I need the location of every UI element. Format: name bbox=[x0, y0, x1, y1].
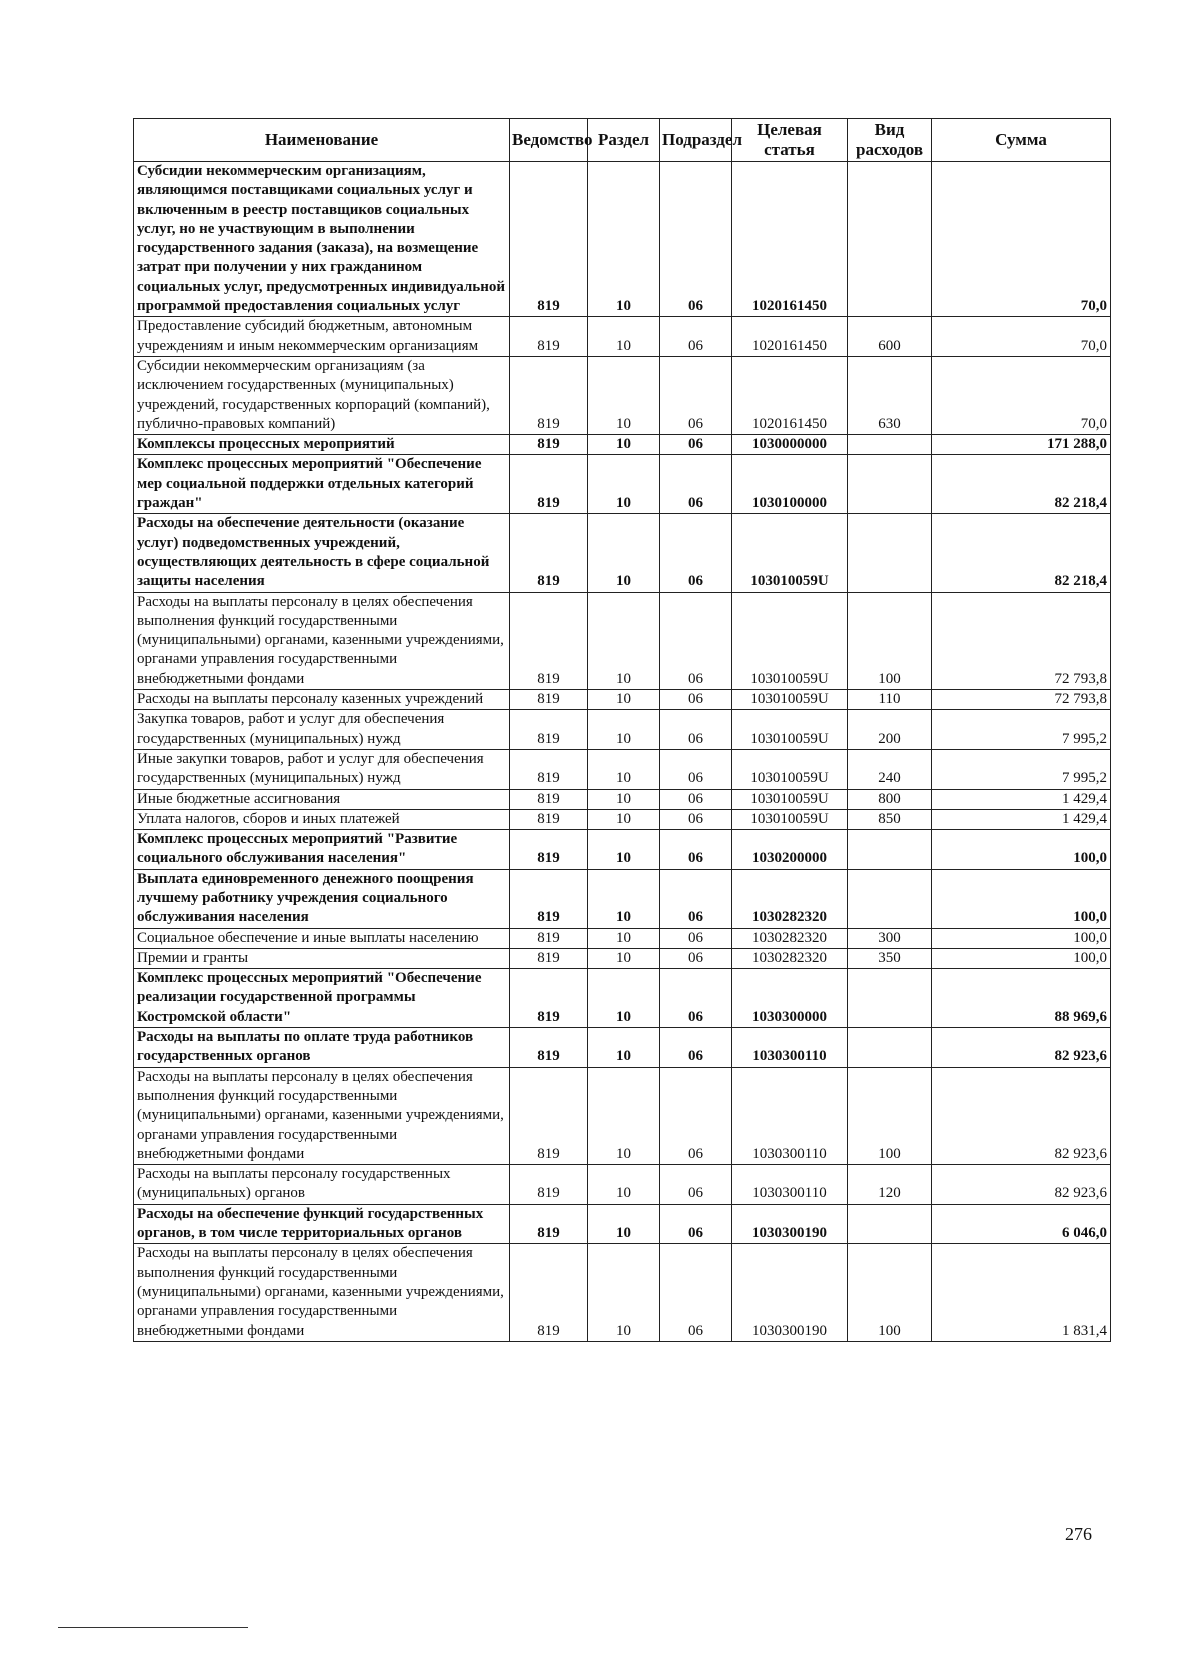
cell-subsection: 06 bbox=[660, 162, 732, 317]
cell-ministry: 819 bbox=[510, 789, 588, 809]
cell-subsection: 06 bbox=[660, 948, 732, 968]
table-row bbox=[134, 789, 1111, 809]
cell-name: Премии и гранты bbox=[134, 948, 510, 968]
cell-name: Социальное обеспечение и иные выплаты населению bbox=[134, 928, 510, 948]
cell-amount: 72 793,8 bbox=[932, 690, 1111, 710]
cell-subsection: 06 bbox=[660, 455, 732, 514]
cell-subsection: 06 bbox=[660, 1204, 732, 1244]
cell-ministry: 819 bbox=[510, 162, 588, 317]
cell-amount: 82 923,6 bbox=[932, 1067, 1111, 1164]
cell-section: 10 bbox=[588, 690, 660, 710]
cell-ministry: 819 bbox=[510, 969, 588, 1028]
cell-section: 10 bbox=[588, 514, 660, 592]
cell-name: Комплекс процессных мероприятий "Обеспечение реализации государственной программы Костромской области" bbox=[134, 969, 510, 1028]
cell-target: 1030282320 bbox=[732, 869, 848, 928]
cell-expense-type: 350 bbox=[848, 948, 932, 968]
cell-section: 10 bbox=[588, 1165, 660, 1205]
cell-section: 10 bbox=[588, 789, 660, 809]
cell-section: 10 bbox=[588, 162, 660, 317]
cell-expense-type bbox=[848, 435, 932, 455]
cell-expense-type: 600 bbox=[848, 317, 932, 357]
cell-name: Расходы на обеспечение функций государственных органов, в том числе территориальных органов bbox=[134, 1204, 510, 1244]
cell-amount: 88 969,6 bbox=[932, 969, 1111, 1028]
cell-subsection: 06 bbox=[660, 928, 732, 948]
cell-amount: 100,0 bbox=[932, 948, 1111, 968]
cell-target: 1030282320 bbox=[732, 928, 848, 948]
cell-ministry: 819 bbox=[510, 1244, 588, 1341]
cell-amount: 70,0 bbox=[932, 162, 1111, 317]
cell-section: 10 bbox=[588, 455, 660, 514]
table-row bbox=[134, 830, 1111, 870]
cell-amount: 82 218,4 bbox=[932, 514, 1111, 592]
cell-ministry: 819 bbox=[510, 869, 588, 928]
cell-ministry: 819 bbox=[510, 809, 588, 829]
cell-target: 103010059U bbox=[732, 809, 848, 829]
cell-expense-type: 100 bbox=[848, 592, 932, 689]
cell-ministry: 819 bbox=[510, 710, 588, 750]
cell-expense-type: 200 bbox=[848, 710, 932, 750]
cell-name: Закупка товаров, работ и услуг для обеспечения государственных (муниципальных) нужд bbox=[134, 710, 510, 750]
cell-name: Субсидии некоммерческим организациям (за исключением государственных (муниципальных) учреждений, государственных корпораций (компаний), публично-правовых компаний) bbox=[134, 356, 510, 434]
table-row bbox=[134, 1244, 1111, 1341]
cell-target: 1030300190 bbox=[732, 1204, 848, 1244]
table-row bbox=[134, 455, 1111, 514]
cell-amount: 171 288,0 bbox=[932, 435, 1111, 455]
table-row bbox=[134, 592, 1111, 689]
cell-subsection: 06 bbox=[660, 710, 732, 750]
table-row bbox=[134, 356, 1111, 434]
cell-name: Комплексы процессных мероприятий bbox=[134, 435, 510, 455]
cell-target: 1020161450 bbox=[732, 317, 848, 357]
cell-amount: 82 923,6 bbox=[932, 1165, 1111, 1205]
page-number: 276 bbox=[1065, 1524, 1092, 1544]
table-row bbox=[134, 749, 1111, 789]
cell-subsection: 06 bbox=[660, 749, 732, 789]
cell-subsection: 06 bbox=[660, 1165, 732, 1205]
cell-section: 10 bbox=[588, 710, 660, 750]
table-row bbox=[134, 1067, 1111, 1164]
cell-expense-type bbox=[848, 1028, 932, 1068]
cell-target: 1030300110 bbox=[732, 1067, 848, 1164]
cell-section: 10 bbox=[588, 948, 660, 968]
cell-amount: 100,0 bbox=[932, 869, 1111, 928]
cell-expense-type bbox=[848, 869, 932, 928]
header-name: Наименование bbox=[134, 119, 510, 162]
cell-target: 1030000000 bbox=[732, 435, 848, 455]
cell-section: 10 bbox=[588, 969, 660, 1028]
cell-subsection: 06 bbox=[660, 789, 732, 809]
cell-amount: 6 046,0 bbox=[932, 1204, 1111, 1244]
table-row bbox=[134, 969, 1111, 1028]
cell-section: 10 bbox=[588, 317, 660, 357]
cell-amount: 100,0 bbox=[932, 830, 1111, 870]
cell-ministry: 819 bbox=[510, 592, 588, 689]
cell-subsection: 06 bbox=[660, 690, 732, 710]
cell-target: 103010059U bbox=[732, 749, 848, 789]
cell-expense-type: 110 bbox=[848, 690, 932, 710]
table-row bbox=[134, 1165, 1111, 1205]
cell-expense-type bbox=[848, 969, 932, 1028]
cell-amount: 70,0 bbox=[932, 356, 1111, 434]
cell-section: 10 bbox=[588, 749, 660, 789]
cell-target: 1030100000 bbox=[732, 455, 848, 514]
table-row bbox=[134, 948, 1111, 968]
cell-subsection: 06 bbox=[660, 317, 732, 357]
cell-amount: 100,0 bbox=[932, 928, 1111, 948]
cell-subsection: 06 bbox=[660, 969, 732, 1028]
cell-target: 1030300110 bbox=[732, 1165, 848, 1205]
cell-name: Уплата налогов, сборов и иных платежей bbox=[134, 809, 510, 829]
cell-ministry: 819 bbox=[510, 455, 588, 514]
cell-name: Расходы на выплаты персоналу государственных (муниципальных) органов bbox=[134, 1165, 510, 1205]
cell-ministry: 819 bbox=[510, 690, 588, 710]
cell-ministry: 819 bbox=[510, 1028, 588, 1068]
cell-amount: 1 429,4 bbox=[932, 809, 1111, 829]
cell-expense-type: 630 bbox=[848, 356, 932, 434]
cell-section: 10 bbox=[588, 1028, 660, 1068]
cell-target: 1030300190 bbox=[732, 1244, 848, 1341]
cell-target: 1020161450 bbox=[732, 162, 848, 317]
cell-target: 1030300000 bbox=[732, 969, 848, 1028]
cell-expense-type: 800 bbox=[848, 789, 932, 809]
header-expense-type: Вид расходов bbox=[848, 119, 932, 162]
cell-subsection: 06 bbox=[660, 592, 732, 689]
header-section: Раздел bbox=[588, 119, 660, 162]
header-target: Целевая статья bbox=[732, 119, 848, 162]
cell-name: Расходы на выплаты персоналу в целях обеспечения выполнения функций государственными (муниципальными) органами, казенными учреждениями, органами управления государственными внебюджетными фондами bbox=[134, 1067, 510, 1164]
table-row bbox=[134, 317, 1111, 357]
cell-section: 10 bbox=[588, 869, 660, 928]
cell-name: Расходы на выплаты персоналу в целях обеспечения выполнения функций государственными (муниципальными) органами, казенными учреждениями, органами управления государственными внебюджетными фондами bbox=[134, 592, 510, 689]
cell-name: Выплата единовременного денежного поощрения лучшему работнику учреждения социального обслуживания населения bbox=[134, 869, 510, 928]
cell-subsection: 06 bbox=[660, 1028, 732, 1068]
cell-section: 10 bbox=[588, 356, 660, 434]
cell-ministry: 819 bbox=[510, 1067, 588, 1164]
table-row bbox=[134, 162, 1111, 317]
cell-target: 1030200000 bbox=[732, 830, 848, 870]
table-row bbox=[134, 1204, 1111, 1244]
cell-amount: 7 995,2 bbox=[932, 710, 1111, 750]
cell-section: 10 bbox=[588, 830, 660, 870]
cell-subsection: 06 bbox=[660, 514, 732, 592]
cell-amount: 70,0 bbox=[932, 317, 1111, 357]
cell-amount: 82 923,6 bbox=[932, 1028, 1111, 1068]
cell-target: 103010059U bbox=[732, 690, 848, 710]
cell-amount: 1 831,4 bbox=[932, 1244, 1111, 1341]
cell-subsection: 06 bbox=[660, 356, 732, 434]
table-row bbox=[134, 710, 1111, 750]
cell-subsection: 06 bbox=[660, 1067, 732, 1164]
cell-target: 103010059U bbox=[732, 789, 848, 809]
cell-expense-type: 100 bbox=[848, 1244, 932, 1341]
cell-section: 10 bbox=[588, 1067, 660, 1164]
cell-ministry: 819 bbox=[510, 1204, 588, 1244]
cell-target: 1030282320 bbox=[732, 948, 848, 968]
cell-ministry: 819 bbox=[510, 1165, 588, 1205]
cell-name: Расходы на выплаты по оплате труда работников государственных органов bbox=[134, 1028, 510, 1068]
cell-section: 10 bbox=[588, 592, 660, 689]
cell-ministry: 819 bbox=[510, 928, 588, 948]
cell-target: 103010059U bbox=[732, 592, 848, 689]
header-subsection: Подраздел bbox=[660, 119, 732, 162]
cell-section: 10 bbox=[588, 1204, 660, 1244]
cell-name: Комплекс процессных мероприятий "Обеспечение мер социальной поддержки отдельных категорий граждан" bbox=[134, 455, 510, 514]
cell-expense-type: 240 bbox=[848, 749, 932, 789]
header-ministry: Ведомство bbox=[510, 119, 588, 162]
cell-expense-type bbox=[848, 455, 932, 514]
cell-amount: 1 429,4 bbox=[932, 789, 1111, 809]
table-row bbox=[134, 690, 1111, 710]
cell-target: 103010059U bbox=[732, 514, 848, 592]
table-row bbox=[134, 514, 1111, 592]
cell-expense-type: 100 bbox=[848, 1067, 932, 1164]
cell-expense-type bbox=[848, 830, 932, 870]
budget-table bbox=[133, 118, 1111, 1342]
table-row bbox=[134, 809, 1111, 829]
cell-ministry: 819 bbox=[510, 514, 588, 592]
cell-name: Комплекс процессных мероприятий "Развитие социального обслуживания населения" bbox=[134, 830, 510, 870]
cell-expense-type: 120 bbox=[848, 1165, 932, 1205]
header-amount: Сумма bbox=[932, 119, 1111, 162]
cell-name: Расходы на выплаты персоналу в целях обеспечения выполнения функций государственными (муниципальными) органами, казенными учреждениями, органами управления государственными внебюджетными фондами bbox=[134, 1244, 510, 1341]
cell-expense-type: 850 bbox=[848, 809, 932, 829]
table-row bbox=[134, 869, 1111, 928]
table-body bbox=[134, 162, 1111, 1342]
cell-amount: 82 218,4 bbox=[932, 455, 1111, 514]
cell-name: Расходы на обеспечение деятельности (оказание услуг) подведомственных учреждений, осуществляющих деятельность в сфере социальной защиты населения bbox=[134, 514, 510, 592]
cell-ministry: 819 bbox=[510, 356, 588, 434]
cell-target: 103010059U bbox=[732, 710, 848, 750]
cell-name: Иные бюджетные ассигнования bbox=[134, 789, 510, 809]
cell-ministry: 819 bbox=[510, 317, 588, 357]
table-row bbox=[134, 928, 1111, 948]
cell-expense-type bbox=[848, 514, 932, 592]
cell-section: 10 bbox=[588, 435, 660, 455]
cell-ministry: 819 bbox=[510, 435, 588, 455]
cell-name: Предоставление субсидий бюджетным, автономным учреждениям и иным некоммерческим организациям bbox=[134, 317, 510, 357]
cell-expense-type: 300 bbox=[848, 928, 932, 948]
cell-amount: 7 995,2 bbox=[932, 749, 1111, 789]
cell-ministry: 819 bbox=[510, 830, 588, 870]
cell-subsection: 06 bbox=[660, 869, 732, 928]
table-row bbox=[134, 435, 1111, 455]
cell-section: 10 bbox=[588, 809, 660, 829]
cell-subsection: 06 bbox=[660, 809, 732, 829]
cell-ministry: 819 bbox=[510, 948, 588, 968]
cell-target: 1030300110 bbox=[732, 1028, 848, 1068]
cell-name: Иные закупки товаров, работ и услуг для обеспечения государственных (муниципальных) нужд bbox=[134, 749, 510, 789]
table-row bbox=[134, 1028, 1111, 1068]
cell-subsection: 06 bbox=[660, 435, 732, 455]
cell-section: 10 bbox=[588, 928, 660, 948]
cell-amount: 72 793,8 bbox=[932, 592, 1111, 689]
table-header bbox=[134, 119, 1111, 162]
cell-target: 1020161450 bbox=[732, 356, 848, 434]
footnote-divider bbox=[58, 1627, 248, 1628]
cell-subsection: 06 bbox=[660, 1244, 732, 1341]
cell-subsection: 06 bbox=[660, 830, 732, 870]
cell-name: Субсидии некоммерческим организациям, являющимся поставщиками социальных услуг и включенным в реестр поставщиков социальных услуг, но не участвующим в выполнении государственного задания (заказа), на возмещение затрат при получении у них гражданином социальных услуг, предусмотренных индивидуальной программой предоставления социальных услуг bbox=[134, 162, 510, 317]
cell-name: Расходы на выплаты персоналу казенных учреждений bbox=[134, 690, 510, 710]
cell-expense-type bbox=[848, 162, 932, 317]
cell-section: 10 bbox=[588, 1244, 660, 1341]
cell-expense-type bbox=[848, 1204, 932, 1244]
cell-ministry: 819 bbox=[510, 749, 588, 789]
